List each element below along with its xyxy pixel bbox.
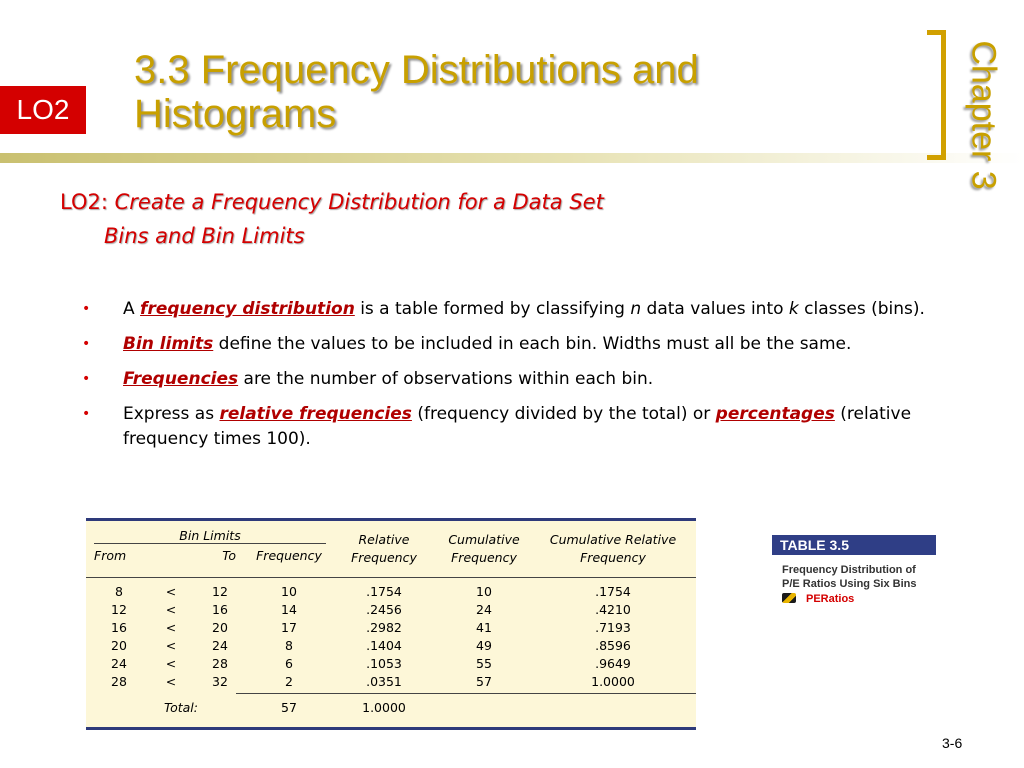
total-label: Total: <box>164 700 198 715</box>
bullet-text: A <box>123 299 141 319</box>
data-file-link[interactable] <box>772 593 972 605</box>
cell-frequency: 2 <box>285 674 293 689</box>
cell-frequency: 6 <box>285 656 293 671</box>
cell-cumulative: 55 <box>476 656 492 671</box>
header-text: Cumulative Relative <box>549 532 677 547</box>
bullet-item <box>80 367 980 392</box>
cell-from: 24 <box>111 656 127 671</box>
header-from: From <box>94 548 127 563</box>
cell-from: 12 <box>111 602 127 617</box>
cell-cumulative: 24 <box>476 602 492 617</box>
title-divider <box>0 153 1024 163</box>
bullet-item <box>80 402 980 452</box>
cell-frequency: 10 <box>281 584 297 599</box>
bullet-text: classes (bins). <box>798 299 925 319</box>
objective-prefix: LO2: <box>60 190 108 214</box>
header-relative-frequency <box>336 531 432 567</box>
header-text: Frequency <box>351 550 417 565</box>
caption-text <box>772 563 972 591</box>
cell-frequency: 17 <box>281 620 297 635</box>
term-frequency-distribution: frequency distribution <box>140 299 355 319</box>
objective-text: Create a Frequency Distribution for a Data Set <box>114 190 604 214</box>
cell-to: 28 <box>212 656 228 671</box>
cell-operator: < <box>165 674 177 689</box>
cell-relative: .2982 <box>366 620 402 635</box>
bullet-text: (relative frequency times 100). <box>123 404 912 449</box>
page-number: 3-6 <box>942 735 963 751</box>
cell-operator: < <box>165 656 177 671</box>
slide-title <box>134 48 834 136</box>
cell-cumulative-relative: .4210 <box>595 602 631 617</box>
cell-from: 16 <box>111 620 127 635</box>
bullet-list <box>80 297 980 462</box>
header-text: Cumulative <box>448 532 520 547</box>
term-frequencies: Frequencies <box>123 369 239 389</box>
cell-cumulative-relative: .1754 <box>595 584 631 599</box>
cell-operator: < <box>165 584 177 599</box>
term-percentages: percentages <box>715 404 835 424</box>
cell-to: 32 <box>212 674 228 689</box>
cell-cumulative: 10 <box>476 584 492 599</box>
slide-title-line1: 3.3 Frequency Distributions and <box>134 48 699 92</box>
caption-title: TABLE 3.5 <box>772 535 936 555</box>
variable-n: n <box>630 299 642 319</box>
bullet-item <box>80 297 980 322</box>
lo-badge: LO2 <box>0 86 86 134</box>
term-relative-frequencies: relative frequencies <box>219 404 412 424</box>
cell-relative: .2456 <box>366 602 402 617</box>
cell-operator: < <box>165 638 177 653</box>
cell-to: 24 <box>212 638 228 653</box>
cell-cumulative-relative: .9649 <box>595 656 631 671</box>
caption-line: P/E Ratios Using Six Bins <box>782 578 917 590</box>
term-bin-limits: Bin limits <box>123 334 214 354</box>
header-frequency: Frequency <box>256 548 322 563</box>
table-caption <box>772 535 972 605</box>
cell-cumulative-relative: 1.0000 <box>591 674 635 689</box>
bullet-text: Express as <box>123 404 220 424</box>
total-divider <box>236 693 696 694</box>
objective-subtext: Bins and Bin Limits <box>104 224 305 248</box>
cell-operator: < <box>165 620 177 635</box>
caption-line: Frequency Distribution of <box>782 564 916 576</box>
cell-from: 8 <box>115 584 123 599</box>
total-frequency: 57 <box>281 700 297 715</box>
cell-to: 16 <box>212 602 228 617</box>
cell-relative: .1404 <box>366 638 402 653</box>
total-relative: 1.0000 <box>362 700 406 715</box>
bullet-item <box>80 332 980 357</box>
variable-k: k <box>788 299 799 319</box>
frequency-table <box>86 518 696 730</box>
cell-to: 12 <box>212 584 228 599</box>
cell-cumulative: 41 <box>476 620 492 635</box>
cell-from: 20 <box>111 638 127 653</box>
header-text: Relative <box>358 532 410 547</box>
cell-cumulative: 57 <box>476 674 492 689</box>
bin-limits-underline <box>94 543 326 544</box>
bullet-text: data values into <box>641 299 789 319</box>
chapter-label: Chapter 3 <box>964 40 1003 190</box>
header-to: To <box>222 548 236 563</box>
data-file-icon <box>782 593 796 603</box>
cell-frequency: 14 <box>281 602 297 617</box>
header-text: Frequency <box>580 550 646 565</box>
bullet-text: (frequency divided by the total) or <box>411 404 716 424</box>
cell-cumulative-relative: .8596 <box>595 638 631 653</box>
cell-to: 20 <box>212 620 228 635</box>
cell-relative: .1754 <box>366 584 402 599</box>
header-text: Frequency <box>451 550 517 565</box>
cell-cumulative-relative: .7193 <box>595 620 631 635</box>
cell-relative: .1053 <box>366 656 402 671</box>
cell-frequency: 8 <box>285 638 293 653</box>
data-file-name: PERatios <box>806 593 855 605</box>
header-bin-limits: Bin Limits <box>179 528 241 543</box>
cell-operator: < <box>165 602 177 617</box>
cell-relative: .0351 <box>366 674 402 689</box>
chapter-label-box <box>938 10 1024 220</box>
bullet-text: are the number of observations within each bin. <box>238 369 654 389</box>
cell-cumulative: 49 <box>476 638 492 653</box>
bullet-text: is a table formed by classifying <box>354 299 631 319</box>
bullet-text: define the values to be included in each bin. Widths must all be the same. <box>213 334 852 354</box>
learning-objective <box>60 185 840 253</box>
header-cumulative-relative <box>538 531 688 567</box>
header-cumulative-frequency <box>432 531 536 567</box>
slide-title-line2: Histograms <box>134 92 337 136</box>
cell-from: 28 <box>111 674 127 689</box>
